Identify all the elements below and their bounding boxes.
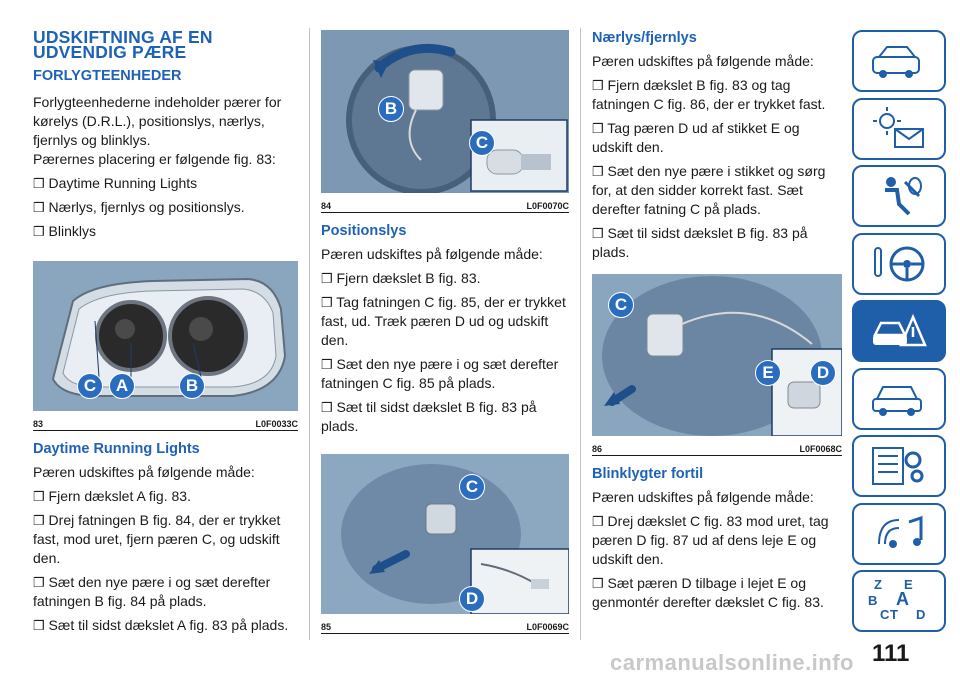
figure-85-position-light — [321, 454, 569, 614]
figure-86-caption — [592, 436, 842, 456]
figure-83-headlamp — [33, 261, 298, 411]
subheading-positionslys: Positionslys — [321, 223, 407, 239]
list-item: ❒ Blinklys — [33, 223, 97, 239]
list-item: ❒ Fjern dækslet B fig. 83. — [321, 270, 481, 286]
subheading-forlygteenheder: FORLYGTEENHEDER — [33, 68, 182, 84]
label-C: C — [77, 373, 103, 399]
position-light-illustration — [321, 454, 569, 614]
figure-85-caption — [321, 614, 569, 634]
warning-lights-icon — [869, 107, 929, 151]
watermark: carmanualsonline.info — [610, 650, 854, 675]
placement-paragraph: Pærernes placering er følgende fig. 83: — [33, 151, 276, 167]
alphabetical-index-icon: Z E B A C T D — [868, 577, 926, 622]
list-item: ❒ Drej dækslet C fig. 83 mod uret, tag pæren D fig. 87 ud af dens leje E og udskift den. — [592, 513, 829, 567]
figure-number: 85 — [321, 622, 332, 632]
steering-wheel-icon — [869, 242, 929, 286]
label-C: C — [459, 474, 485, 500]
figure-number: 84 — [321, 201, 332, 211]
figure-code: L0F0068C — [799, 444, 842, 454]
car-dashboard-icon — [869, 41, 929, 81]
tab-emergencies-active[interactable] — [852, 300, 946, 362]
tab-index[interactable] — [852, 570, 946, 632]
list-item: ❒ Fjern dækslet B fig. 83 og tag fatningen C fig. 86, der er trykket fast. — [592, 77, 826, 112]
nf-intro: Pæren udskiftes på følgende måde: — [592, 53, 814, 69]
chapter-sidebar — [852, 30, 946, 638]
subheading-naerlys-fjernlys: Nærlys/fjernlys — [592, 30, 697, 46]
label-E: E — [755, 360, 781, 386]
list-item: ❒ Sæt til sidst dækslet B fig. 83 på plads. — [321, 399, 537, 434]
seat-airbag-icon — [869, 174, 929, 218]
drl-intro: Pæren udskiftes på følgende måde: — [33, 464, 255, 480]
tab-technical-data[interactable] — [852, 435, 946, 497]
label-C: C — [608, 292, 634, 318]
page-number: 111 — [872, 640, 910, 667]
tab-maintenance[interactable] — [852, 368, 946, 430]
intro-paragraph: Forlygteenhederne indeholder pærer for kørelys (D.R.L.), positionslys, nærlys, fjernlys og blinklys. — [33, 94, 282, 148]
label-A: A — [109, 373, 135, 399]
headlamp-illustration — [33, 261, 298, 411]
tab-dashboard[interactable] — [852, 30, 946, 92]
multimedia-icon — [869, 512, 929, 556]
figure-number: 83 — [33, 419, 44, 429]
subheading-drl: Daytime Running Lights — [33, 441, 200, 457]
label-B: B — [378, 96, 404, 122]
figure-code: L0F0069C — [526, 622, 569, 632]
subheading-blinklygter: Blinklygter fortil — [592, 466, 704, 482]
label-C: C — [469, 130, 495, 156]
column-right — [592, 30, 842, 617]
list-item: ❒ Sæt den nye pære i stikket og sørg for, at den sidder korrekt fast. Sæt derefter fatning C på plads. — [592, 163, 826, 217]
column-left — [33, 27, 298, 640]
list-item: ❒ Drej fatningen B fig. 84, der er trykket fast, mod uret, fjern pæren C, og udskift den. — [33, 512, 281, 566]
list-item: ❒ Tag fatningen C fig. 85, der er trykket fast, ud. Træk pæren D ud og udskift den. — [321, 294, 566, 348]
list-item: ❒ Sæt pæren D tilbage i lejet E og genmontér derefter dækslet C fig. 83. — [592, 575, 824, 610]
list-item: ❒ Sæt den nye pære i og sæt derefter fatningen B fig. 84 på plads. — [33, 574, 271, 609]
specs-gears-icon — [869, 444, 929, 488]
tab-safety[interactable] — [852, 165, 946, 227]
figure-code: L0F0033C — [255, 419, 298, 429]
pos-intro: Pæren udskiftes på følgende måde: — [321, 246, 543, 262]
bullet-list — [33, 174, 298, 241]
label-D: D — [459, 586, 485, 612]
tab-driving[interactable] — [852, 233, 946, 295]
column-divider-2 — [580, 28, 581, 640]
figure-84-caption — [321, 193, 569, 213]
tab-multimedia[interactable] — [852, 503, 946, 565]
figure-84-bulb-socket — [321, 30, 569, 193]
figure-83-caption — [33, 411, 298, 431]
list-item: ❒ Nærlys, fjernlys og positionslys. — [33, 199, 245, 215]
list-item: ❒ Sæt den nye pære i og sæt derefter fatningen C fig. 85 på plads. — [321, 356, 559, 391]
section-title-line1: UDSKIFTNING AF EN — [33, 27, 213, 47]
car-breakdown-icon — [869, 309, 929, 353]
figure-code: L0F0070C — [526, 201, 569, 211]
figure-86-low-high-beam — [592, 274, 842, 436]
list-item: ❒ Sæt til sidst dækslet B fig. 83 på plads. — [592, 225, 808, 260]
column-divider-1 — [309, 28, 310, 640]
list-item: ❒ Sæt til sidst dækslet A fig. 83 på plads. — [33, 617, 289, 633]
figure-number: 86 — [592, 444, 603, 454]
section-title-line2: UDVENDIG PÆRE — [33, 42, 187, 62]
tab-warning-lights[interactable] — [852, 98, 946, 160]
list-item: ❒ Tag pæren D ud af stikket E og udskift den. — [592, 120, 800, 155]
blink-intro: Pæren udskiftes på følgende måde: — [592, 489, 814, 505]
label-D: D — [810, 360, 836, 386]
section-title — [33, 27, 298, 62]
list-item: ❒ Daytime Running Lights — [33, 175, 198, 191]
car-service-icon — [869, 379, 929, 419]
column-middle — [321, 30, 569, 644]
socket-illustration — [321, 30, 569, 193]
list-item: ❒ Fjern dækslet A fig. 83. — [33, 488, 191, 504]
label-B: B — [179, 373, 205, 399]
